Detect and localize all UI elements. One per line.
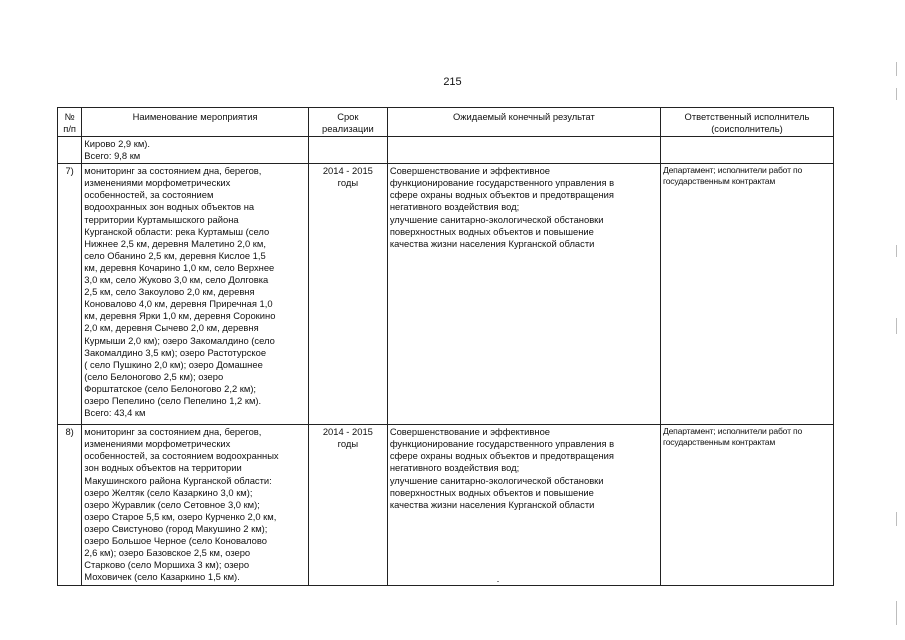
scan-edge-mark — [896, 601, 897, 625]
activities-table — [57, 107, 834, 586]
scan-edge-mark — [896, 318, 897, 334]
cell-responsible — [660, 137, 833, 164]
cell-responsible: Департамент; исполнители работ по государственным контрактам — [660, 164, 833, 425]
cell-result: Совершенствование и эффективное функционирование государственного управления в сфере охраны водных объектов и предотвращения негативного воздействия вод; улучшение санитарно-экологической обстановки поверхностных водных объектов и повышение качества жизни населения Курганской области — [387, 164, 660, 425]
header-term: Срок реализации — [308, 108, 387, 137]
cell-num: 8) — [58, 425, 82, 586]
header-num: № п/п — [58, 108, 82, 137]
header-result: Ожидаемый конечный результат — [387, 108, 660, 137]
table-row — [58, 425, 834, 586]
page-number: 215 — [443, 76, 462, 88]
cell-name: мониторинг за состоянием дна, берегов, изменениями морфометрических особенностей, за состоянием водоохранных зон водных объектов на территории Куртамышского района Курганской области: река Куртамыш (село Нижнее 2,5 км, деревня Малетино 2,0 км, село Обанино 2,5 км, деревня Кислое 1,5 км, деревня Кочарино 1,0 км, село Верхнее 3,0 км, село Жуково 3,0 км, село Долговка 2,5 км, село Закоулово 2,0 км, деревня Коновалово 4,0 км, деревня Приречная 1,0 км, деревня Ярки 1,0 км, деревня Сорокино 2,0 км, деревня Сычево 2,0 км, деревня Курмыши 2,0 км); озеро Закомалдино (село Закомалдино 3,5 км); озеро Растотурское ( село Пушкино 2,0 км); озеро Домашнее (село Белоногово 2,5 км); озеро Форштатское (село Белоногово 2,2 км); озеро Пепелино (село Пепелино 1,2 км). Всего: 43,4 км — [82, 164, 309, 425]
scan-edge-mark — [896, 512, 897, 526]
cell-name: Кирово 2,9 км). Всего: 9,8 км — [82, 137, 309, 164]
table-row-continuation — [58, 137, 834, 164]
scan-edge-mark — [896, 245, 897, 257]
header-name: Наименование мероприятия — [82, 108, 309, 137]
cell-result: Совершенствование и эффективное функционирование государственного управления в сфере охраны водных объектов и предотвращения негативного воздействия вод; улучшение санитарно-экологической обстановки поверхностных водных объектов и повышение качества жизни населения Курганской области — [387, 425, 660, 586]
cell-term — [308, 137, 387, 164]
cell-result — [387, 137, 660, 164]
cell-term: 2014 - 2015 годы — [308, 164, 387, 425]
scan-dot — [497, 581, 499, 582]
cell-responsible: Департамент; исполнители работ по государственным контрактам — [660, 425, 833, 586]
scan-edge-mark — [896, 88, 897, 100]
table-header-row — [58, 108, 834, 137]
cell-term: 2014 - 2015 годы — [308, 425, 387, 586]
cell-num — [58, 137, 82, 164]
table-row — [58, 164, 834, 425]
header-responsible: Ответственный исполнитель (соисполнитель) — [660, 108, 833, 137]
cell-name: мониторинг за состоянием дна, берегов, изменениями морфометрических особенностей, за состоянием водоохранных зон водных объектов на территории Макушинского района Курганской области: озеро Желтяк (село Казаркино 3,0 км); озеро Журавлик (село Сетовное 3,0 км); озеро Старое 5,5 км, озеро Курченко 2,0 км, озеро Свистуново (город Макушино 2 км); озеро Большое Черное (село Коновалово 2,6 км); озеро Базовское 2,5 км, озеро Старково (село Моршиха 3 км); озеро Моховичек (село Казаркино 1,5 км). — [82, 425, 309, 586]
cell-num: 7) — [58, 164, 82, 425]
scan-edge-mark — [896, 62, 897, 76]
